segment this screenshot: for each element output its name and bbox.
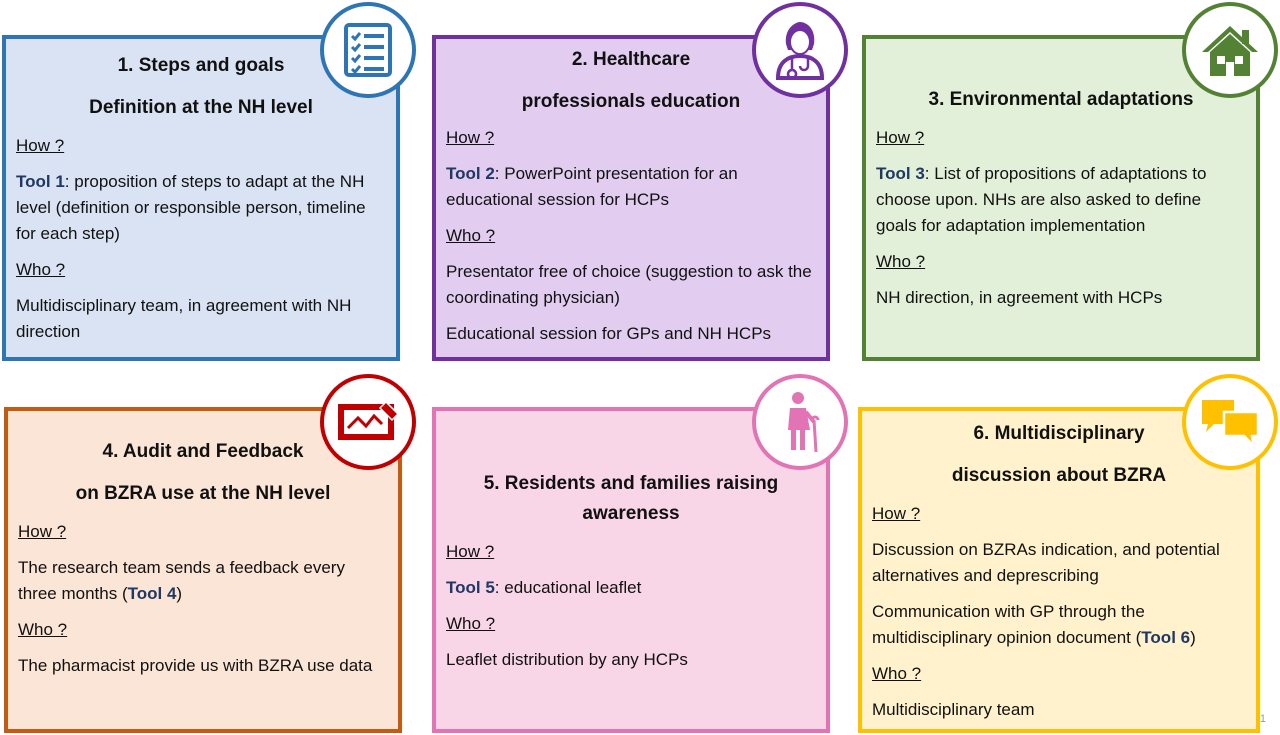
checklist-icon-badge — [320, 2, 416, 98]
who-label: Who ? — [18, 620, 68, 639]
page-number: 1 — [1259, 713, 1266, 725]
who-label: Who ? — [446, 614, 496, 633]
who-text: Leaflet distribution by any HCPs — [446, 650, 688, 669]
how-label: How ? — [446, 542, 495, 561]
extra-text: Educational session for GPs and NH HCPs — [446, 324, 772, 343]
tool-reference: Tool 3 — [876, 164, 925, 183]
how-text: Discussion on BZRAs indication, and potential alternatives and deprescribing — [872, 540, 1220, 585]
how-label: How ? — [876, 128, 925, 147]
checklist-icon — [340, 22, 396, 78]
speech-bubbles-icon — [1198, 394, 1262, 450]
card-title-line2: discussion about BZRA — [951, 465, 1167, 486]
who-text: Multidisciplinary team — [872, 700, 1035, 719]
tool-reference: Tool 2 — [446, 164, 495, 183]
card-title-line2: professionals education — [521, 91, 741, 112]
how-description: Communication with GP through the multidisciplinary opinion document ( — [872, 602, 1145, 647]
tool-reference: Tool 5 — [446, 578, 495, 597]
who-label: Who ? — [872, 664, 922, 683]
how-description: : List of propositions of adaptations to choose upon. NHs are also asked to define goals for adaptation implementation — [876, 164, 1207, 235]
how-text — [446, 575, 816, 601]
how-text-2 — [872, 599, 1246, 651]
how-description-end: ) — [1190, 628, 1196, 647]
elderly-person-icon — [776, 390, 824, 454]
how-description: : PowerPoint presentation for an educational session for HCPs — [446, 164, 738, 209]
who-text: Presentator free of choice (suggestion to ask the coordinating physician) — [446, 262, 812, 307]
who-label: Who ? — [876, 252, 926, 271]
how-text — [16, 169, 386, 247]
how-description: The research team sends a feedback every three months ( — [18, 558, 345, 603]
how-text — [18, 555, 388, 607]
how-text — [876, 161, 1246, 239]
tool-reference: Tool 4 — [127, 584, 177, 603]
how-label: How ? — [446, 128, 495, 147]
elderly-person-icon-badge — [752, 374, 848, 470]
card-title-line2: Definition at the NH level — [89, 97, 313, 118]
chart-monitor-icon — [336, 398, 400, 446]
how-description: : educational leaflet — [494, 578, 642, 597]
doctor-icon — [772, 20, 828, 80]
card-title-line1: 2. Healthcare — [571, 49, 691, 70]
who-label: Who ? — [446, 226, 496, 245]
how-text — [446, 161, 816, 213]
how-label: How ? — [18, 522, 67, 541]
card-title-line2: on BZRA use at the NH level — [75, 483, 331, 504]
tool-reference: Tool 6 — [1141, 628, 1191, 647]
card-title-line1: 4. Audit and Feedback — [102, 441, 304, 462]
card-title-line1: 5. Residents and families raising — [483, 473, 779, 494]
card-title-line1: 3. Environmental adaptations — [928, 89, 1194, 110]
who-label: Who ? — [16, 260, 66, 279]
house-icon — [1200, 22, 1260, 78]
chart-monitor-icon-badge — [320, 374, 416, 470]
card-title-line2: awareness — [582, 503, 680, 524]
doctor-icon-badge — [752, 2, 848, 98]
house-icon-badge — [1182, 2, 1278, 98]
who-text: Multidisciplinary team, in agreement with NH direction — [16, 296, 352, 341]
how-label: How ? — [16, 136, 65, 155]
how-label: How ? — [872, 504, 921, 523]
how-description: : proposition of steps to adapt at the NH level (definition or responsible person, timeline for each step) — [16, 172, 366, 243]
card-title-line1: 6. Multidisciplinary — [973, 423, 1145, 444]
speech-bubbles-icon-badge — [1182, 374, 1278, 470]
card-title-line1: 1. Steps and goals — [117, 55, 285, 76]
who-text: NH direction, in agreement with HCPs — [876, 288, 1163, 307]
tool-reference: Tool 1 — [16, 172, 65, 191]
who-text: The pharmacist provide us with BZRA use data — [18, 656, 373, 675]
how-description-end: ) — [176, 584, 183, 603]
